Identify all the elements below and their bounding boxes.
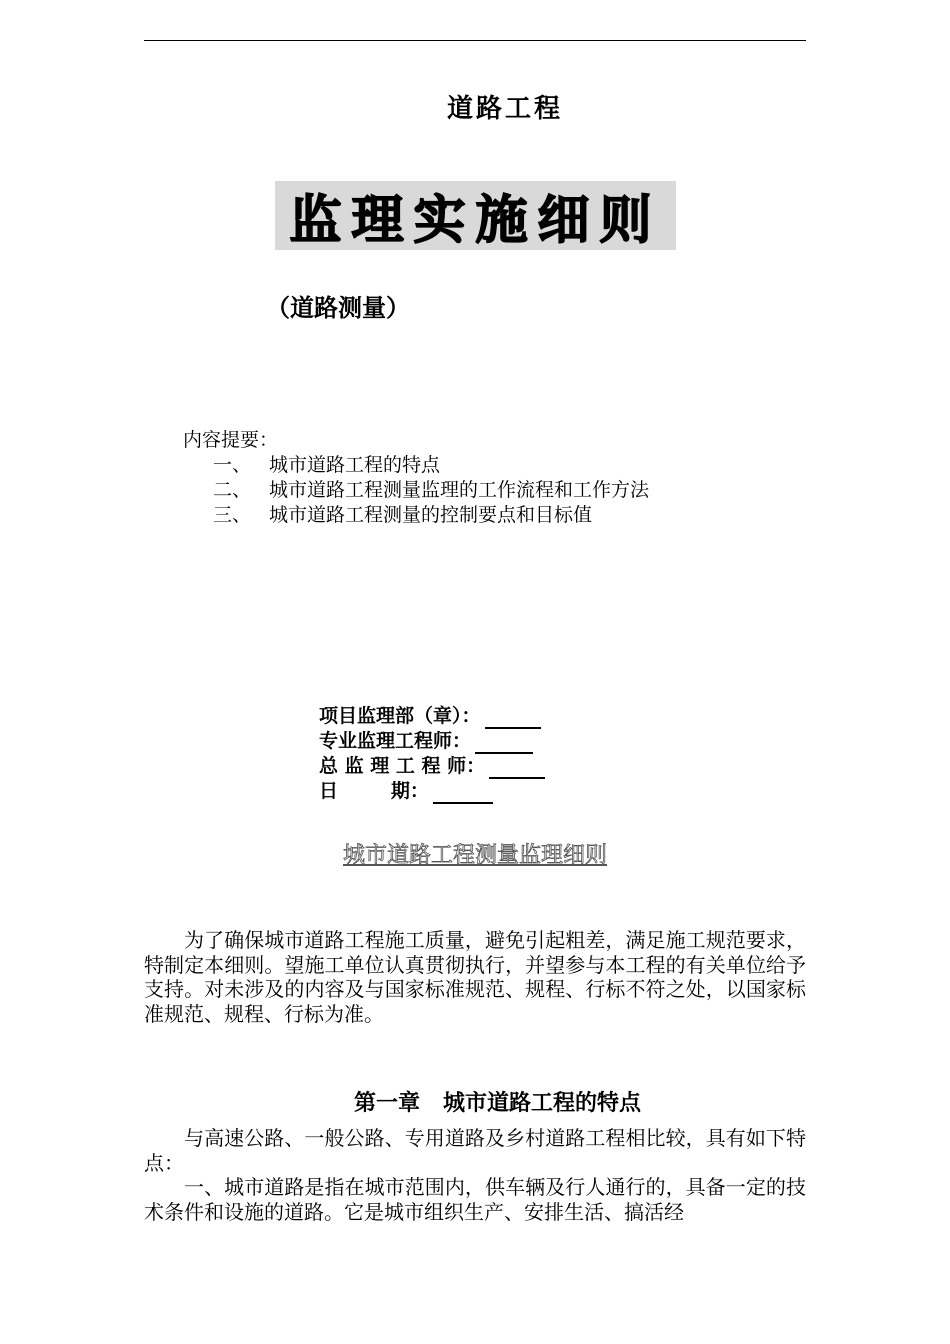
signature-label: 日 期： [319,780,429,802]
signature-block [319,704,545,804]
signature-row-date [319,779,545,804]
content-summary [183,428,649,528]
signature-label: 专业监理工程师： [319,730,472,752]
summary-label: 内容提要： [183,429,279,451]
summary-item-text: 城市道路工程的特点 [269,454,441,476]
main-title: 监理实施细则 [289,191,662,251]
chapter-paragraph: 与高速公路、一般公路、专用道路及乡村道路工程相比较，具有如下特点： [144,1126,806,1175]
signature-row-specialist-engineer [319,729,545,754]
signature-blank-line [433,782,493,804]
header-rule [144,40,806,41]
main-title-box [275,181,676,250]
chapter-paragraph: 一、城市道路是指在城市范围内，供车辆及行人通行的，具备一定的技术条件和设施的道路。它是城市组织生产、安排生活、搞活经 [144,1175,806,1224]
summary-item [183,503,649,528]
summary-item-text: 城市道路工程测量监理的工作流程和工作方法 [269,479,650,501]
signature-blank-line [475,732,533,754]
signature-blank-line [485,707,541,729]
intro-paragraph: 为了确保城市道路工程施工质量，避免引起粗差，满足施工规范要求，特制定本细则。望施工单位认真贯彻执行，并望参与本工程的有关单位给予支持。对未涉及的内容及与国家标准规范、规程、行标不符之处，以国家标准规范、规程、行标为准。 [144,928,806,1026]
signature-row-chief-engineer [319,754,545,779]
signature-row-project-dept [319,704,545,729]
summary-item [183,453,649,478]
summary-item-number: 二、 [213,479,252,501]
summary-item-text: 城市道路工程测量的控制要点和目标值 [269,504,593,526]
signature-label: 项目监理部（章）： [319,705,481,727]
summary-item-number: 一、 [213,454,252,476]
summary-item [183,478,649,503]
summary-item-number: 三、 [213,504,252,526]
paren-title: （道路测量） [266,294,410,322]
signature-blank-line [489,757,545,779]
signature-label: 总 监 理 工 程 师： [319,755,486,777]
document-subtitle: 道路工程 [446,94,563,124]
chapter-title: 第一章 城市道路工程的特点 [354,1091,641,1116]
document-title: 城市道路工程测量监理细则 [342,843,607,868]
